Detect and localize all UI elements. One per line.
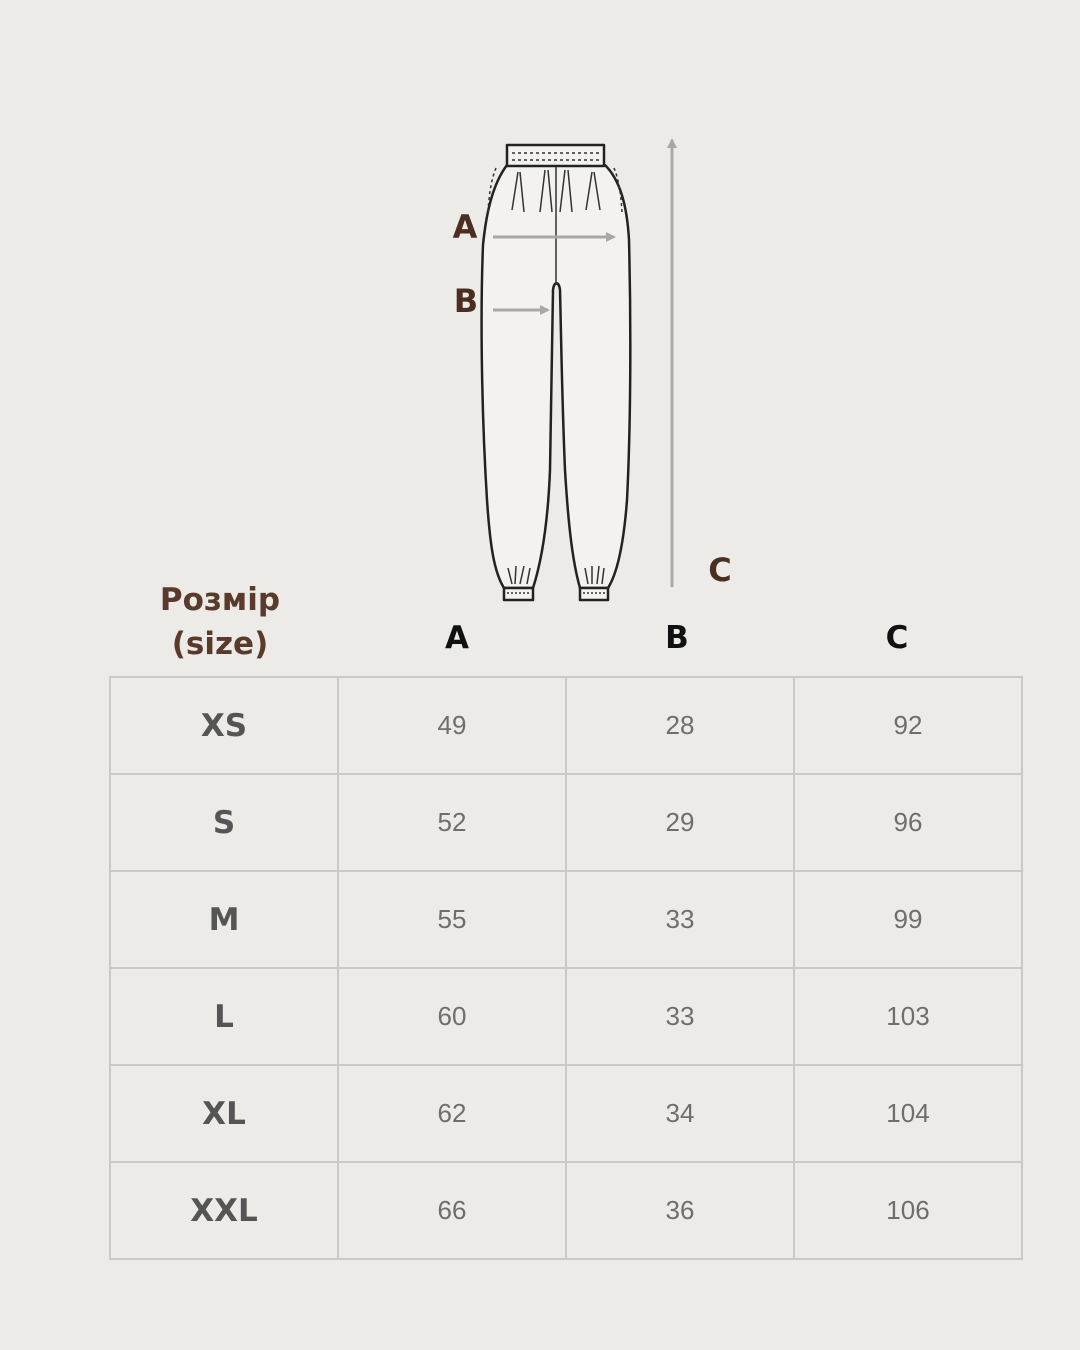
column-header-b: B bbox=[665, 620, 689, 656]
value-cell-b: 36 bbox=[566, 1162, 794, 1259]
value-cell-a: 55 bbox=[338, 871, 566, 968]
value-cell-c: 106 bbox=[794, 1162, 1022, 1259]
table-row bbox=[110, 677, 1022, 774]
value-cell-b: 29 bbox=[566, 774, 794, 871]
value-cell-b: 34 bbox=[566, 1065, 794, 1162]
size-cell: XL bbox=[110, 1065, 338, 1162]
size-heading-line1: Розмір bbox=[159, 582, 281, 618]
value-cell-b: 28 bbox=[566, 677, 794, 774]
table-row bbox=[110, 1162, 1022, 1259]
pants-diagram bbox=[0, 0, 1080, 620]
label-c: C bbox=[708, 551, 732, 589]
right-cuff bbox=[580, 588, 608, 600]
waistband bbox=[507, 145, 604, 166]
value-cell-a: 49 bbox=[338, 677, 566, 774]
value-cell-c: 104 bbox=[794, 1065, 1022, 1162]
size-cell: XS bbox=[110, 677, 338, 774]
table-row bbox=[110, 968, 1022, 1065]
value-cell-a: 52 bbox=[338, 774, 566, 871]
value-cell-c: 103 bbox=[794, 968, 1022, 1065]
value-cell-b: 33 bbox=[566, 968, 794, 1065]
table-row bbox=[110, 1065, 1022, 1162]
value-cell-c: 92 bbox=[794, 677, 1022, 774]
column-header-c: C bbox=[885, 620, 909, 656]
size-cell: XXL bbox=[110, 1162, 338, 1259]
size-cell: L bbox=[110, 968, 338, 1065]
value-cell-b: 33 bbox=[566, 871, 794, 968]
label-a: A bbox=[452, 208, 478, 246]
value-cell-a: 62 bbox=[338, 1065, 566, 1162]
size-cell: S bbox=[110, 774, 338, 871]
left-cuff bbox=[504, 588, 533, 600]
table-row bbox=[110, 774, 1022, 871]
column-header-a: A bbox=[445, 620, 469, 656]
value-cell-a: 60 bbox=[338, 968, 566, 1065]
size-heading-line2: (size) bbox=[171, 626, 269, 662]
table-row bbox=[110, 871, 1022, 968]
size-column-heading bbox=[110, 578, 330, 666]
value-cell-c: 96 bbox=[794, 774, 1022, 871]
value-cell-a: 66 bbox=[338, 1162, 566, 1259]
value-cell-c: 99 bbox=[794, 871, 1022, 968]
label-b: B bbox=[453, 282, 479, 320]
size-chart-table bbox=[109, 676, 1023, 1260]
size-cell: M bbox=[110, 871, 338, 968]
